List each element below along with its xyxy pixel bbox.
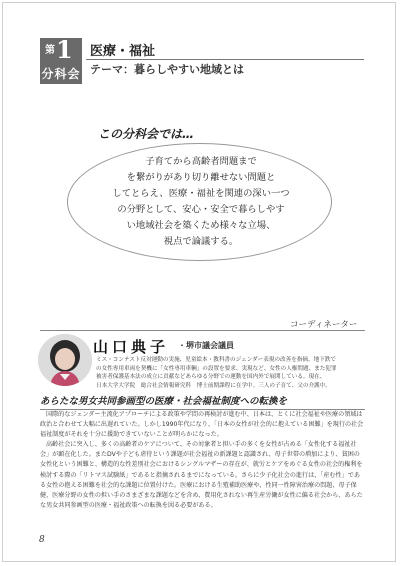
bio-line: 被害者保護基本法の成立に貢献などあらゆる分野での運動を国内外で展開している。現在、 [96,374,326,381]
bio-line: の女性専用車両を契機に「女性専用車輌」の設置を要求、実現など、女性の人権問題、また犯罪 [96,365,337,372]
intro-text [98,154,304,250]
coordinator-bio [96,356,364,390]
bio-line: 日本大学大学院 総合社会情報研究科 博士前期課程に在学中。三人の子育て、父の介護中。 [96,382,331,389]
intro-line: を繋がりがあり切り離せない問題と [126,172,276,183]
coordinator-name: 山口典子 [93,338,170,356]
badge-number: 1 [56,35,73,64]
section-body [40,410,365,511]
coordinator-photo [38,334,92,386]
intro-title: この分科会では… [98,127,195,141]
session-title: 医療・福祉 [90,44,156,59]
bio-line: ミス・コンテスト反対運動の実施、児童絵本・教科書のジェンダー表現の改善を指摘、地下鉄で [96,357,336,363]
header-divider [86,59,364,60]
section-paragraph: 高齢社会に突入し、多くの高齢者のケアについて、その対象者と担い手の多くを女性が占める「女性化する福祉社会」が顕在化した。またDVや子ども虐待という課題が社会福祉の新課題と認識され、母子世帯の増加により、貧困の女性化という困難と、構造的な性差別社会におけるシングルマザーの存在が、就労とケアをめぐる女性の社会的権利を検討する際の「リトマス試験紙」であると指摘されるまでになっている。さらに少子化社会の進行は、「産む性」である女性の抱える困難を社会的な課題に位置付けた。医療における生殖補助医療や、性同一性障害治療の問題、母子保健、医療分野の女性の担い手のさまざまな課題などを含め、費用化されない再生産労働が女性に偏る社会から、あらたな男女共同参画型の医療・福祉政策への転換を図る必要がある。 [40,441,363,509]
intro-line: の分野として、安心・安全で暮らしやす [117,204,285,215]
session-theme: テーマ：暮らしやすい地域とは [90,63,244,76]
section-paragraph: 国際的なジェンダー主流化アプローチによる政策や学問の再検討が進む中、日本は、とくに社会福祉や医療の領域は政治と合わせて大幅に出遅れていた。しかし1990年代になり、「日本の女性が社会的に抱えている困難」を現行の社会福祉制度がそれを十分に援助できていないことが明らかになった。 [40,411,364,439]
intro-line: 子育てから高齢者問題まで [145,156,257,167]
coordinator-divider [40,330,365,331]
intro-line: してとらえ、医療・福祉を関連の深い一つ [112,188,290,199]
intro-line: 視点で論議する。 [163,236,239,247]
badge-dai: 第 [45,45,55,56]
intro-line: い地域社会を築くため様々な立場、 [126,220,276,231]
coordinator-role: ・堺市議会議員 [178,341,234,350]
coordinator-label: コーディネーター [290,320,358,330]
chapter-header [40,35,365,84]
page-number: 8 [39,535,45,545]
portrait-image [38,334,92,386]
badge-suffix: 分科会 [41,67,81,81]
session-badge [40,35,82,84]
section-heading: あらたな男女共同参画型の医療・社会福祉制度への転換を [40,393,365,410]
